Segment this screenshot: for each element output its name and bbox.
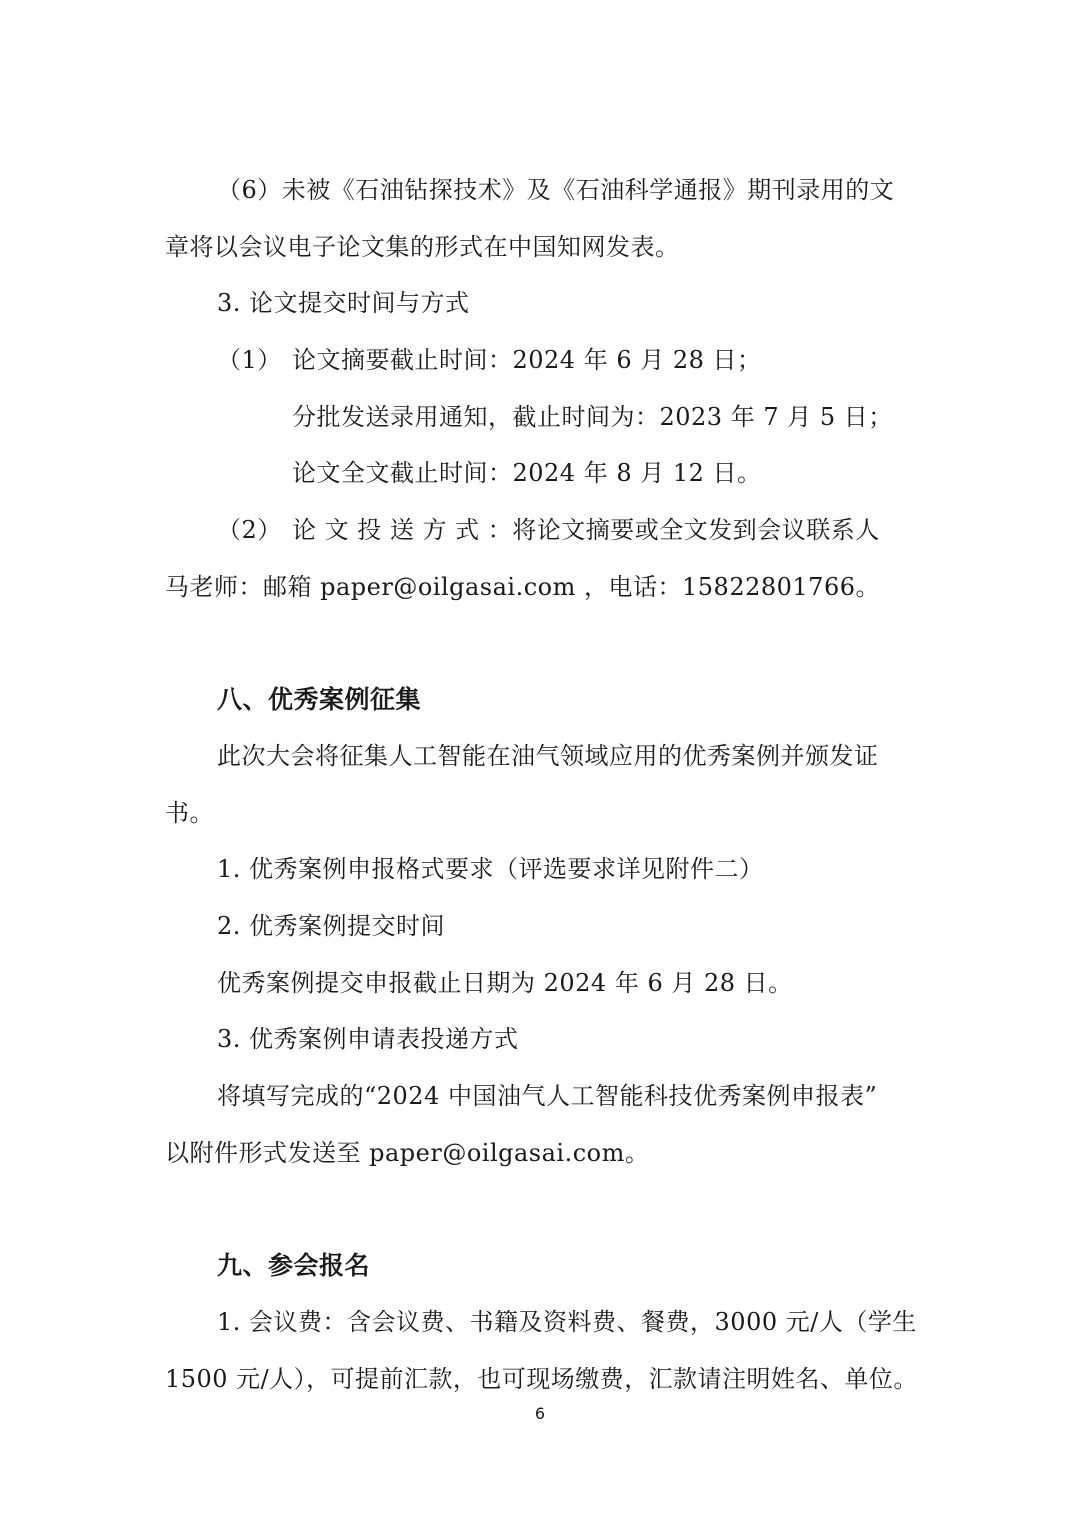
page-number: 6 [534,1404,546,1423]
section-heading-9: 九、参会报名 [217,1251,371,1280]
section8-item3: 3. 优秀案例申请表投递方式 [217,1025,519,1053]
section9-item1-line2: 1500 元/人），可提前汇款，也可现场缴费，汇款请注明姓名、单位。 [165,1365,918,1393]
list-label-2: （2） [217,516,282,544]
section9-item1-line1: 1. 会议费：含会议费、书籍及资料费、餐费，3000 元/人（学生 [217,1308,917,1336]
section8-intro-line2: 书。 [165,799,214,827]
section8-item1: 1. 优秀案例申报格式要求（评选要求详见附件二） [217,855,764,883]
section8-intro-line1: 此次大会将征集人工智能在油气领域应用的优秀案例并颁发证 [217,742,879,770]
submission-contact-line2: 马老师：邮箱 paper@oilgasai.com ，电话：15822801766。 [165,573,880,601]
paragraph-item6-line1: （6）未被《石油钻探技术》及《石油科学通报》期刊录用的文 [217,176,895,204]
acceptance-notice-deadline: 分批发送录用通知，截止时间为：2023 年 7 月 5 日； [292,403,893,431]
subsection-title-3: 3. 论文提交时间与方式 [217,289,470,317]
section8-item2-text: 优秀案例提交申报截止日期为 2024 年 6 月 28 日。 [217,969,793,997]
section8-item2: 2. 优秀案例提交时间 [217,912,446,940]
submission-method-line1: 论 文 投 送 方 式 ：将论文摘要或全文发到会议联系人 [292,516,880,544]
full-paper-deadline: 论文全文截止时间：2024 年 8 月 12 日。 [292,459,762,487]
section-heading-8: 八、优秀案例征集 [217,685,422,714]
paragraph-item6-line2: 章将以会议电子论文集的形式在中国知网发表。 [165,233,680,261]
abstract-deadline: 论文摘要截止时间：2024 年 6 月 28 日； [292,346,762,374]
section8-item3-line1: 将填写完成的“2024 中国油气人工智能科技优秀案例申报表” [217,1082,878,1110]
section8-item3-line2: 以附件形式发送至 paper@oilgasai.com。 [165,1139,650,1167]
list-label-1: （1） [217,346,282,374]
